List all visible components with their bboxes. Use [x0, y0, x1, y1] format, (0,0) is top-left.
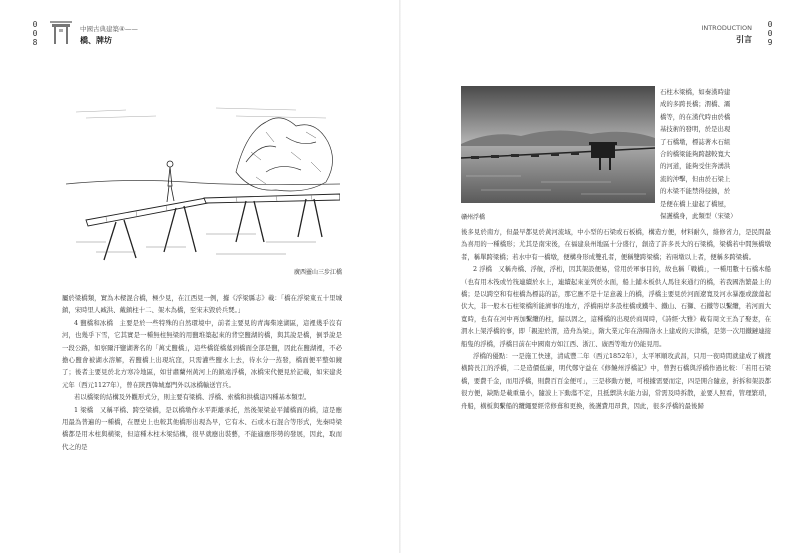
left-page-number: 0 0 8 — [32, 20, 38, 47]
right-page-number: 0 0 9 — [767, 20, 773, 47]
section-name: 引言 — [736, 35, 752, 44]
paragraph: 後多見於南方，但最早都見於黃河流域，中小型的石梁或石板橋，構造方便，材料耐久，維修省力，是民間最為喜用的一種橋形；尤其是南宋後，在福建泉州地區十分盛行，創造了許多長大的石梁橋，梁橋若中間無橋墩者，稱單跨梁橋；若水中有一橋墩，便構身形成雙孔者，便稱雙跨梁橋；若兩墩以上者，便稱多跨梁橋。 — [461, 228, 771, 261]
figure-caption: 廣西靈山三步江橋 — [294, 269, 343, 276]
text-line: 是便在橋上建起了橋屋， — [660, 199, 731, 208]
paragraph: 1 梁橋 又稱平橋、跨空梁橋，是以橋墩作水平距離承托，然後架梁並平鋪橋面的橋，這是應用最為普遍的一種橋，在歷史上也較其他橋形出現為早，它有木、石或木石混合等形式，先秦時梁橋都是用木柱與橫梁，但這種木柱木梁結構，很早就應出裝藝，不能適應形勢的發展，因此，取而代之的是 — [62, 405, 342, 451]
text-line: 橋等，的在漢代時由於橋 — [660, 112, 731, 121]
text-line: 合的橋梁能夠跨越較寬大 — [660, 150, 731, 159]
text-line: 石柱木梁橋，如秦漢時建 — [660, 88, 731, 96]
right-side-column — [660, 86, 770, 222]
bridge-sketch-illustration — [66, 102, 340, 262]
pailou-emblem-icon — [50, 18, 72, 44]
text-line: 的木梁不能禁得侵蝕，於 — [660, 187, 731, 196]
series-title: 中國古典建築④—— — [80, 25, 138, 33]
paragraph: 4 鹽橋和冰橋 主要是於一些特殊的自然環境中，前者主要見的青海柴達湖區，這裡幾乎沒有河，也幾乎下雪，它其實是一種無柱無梁的用鹽堆築起來的背空鹽湖的橋，與其說是橋，倒爭說是一段公路，如察爾汗鹽湖著名的「萬丈鹽橋」，這些橋從橋墓到橋面全部是鹽，因此在鹽湖裡，不必擔心鹽會被湖水溶解，若鹽橋上出現坑窪，只需灌些鹽水上去，待水分一蒸發，橋面便平整如鏡了；後者主要見於北方寒冷地區，如甘肅蘭州黃河上的鎮遠浮橋，冰橋宋代便見於記載，如宋建炎元年（西元1127年），曾在陝西韓城嘉門外以冰橋輸送官兵。 — [62, 318, 342, 389]
paragraph: 屬於梁橋類，實為木樑混合橋，極少見，在江西見一例，據《浮梁縣志》載：「橋在浮梁東五十里城鎮，宋時里人臧洪、戴鎮柱十二、架木為橋，至宋末毀於兵燹。」 — [62, 294, 342, 315]
book-title: 橋、牌坊 — [80, 36, 112, 45]
text-line: 保護橋身，此類型（宋梁） — [660, 212, 737, 221]
right-running-header — [701, 24, 752, 45]
paragraph: 浮橋的優點：一是施工快速，清咸豐二年（西元1852年），太平軍順攻武昌，只用一夜時間就建成了橫渡橫跨長江的浮橋，二是造價低廉，明代鄭守益在《修饒州浮橋記》中，曾對石橋與浮橋作過比較：「若用石梁橋，要費千金，而用浮橋，則費百百金便可」，三是移動方便，可根據需要而定，四是開合隨意，折拆和架設都很方便，缺點是載重量小，隨波上下動蕩不定，且抵禦洪水能力弱，常需及時拆散，並要人照看，管理繁瑣，舟船，橫板與繫船的纜繩要經常修葺和更換，後護費用昂貴，因此，很多浮橋的最後歸 — [461, 352, 771, 410]
text-line: 成的多跨長橋；渭橋、灞 — [660, 100, 731, 109]
left-running-header — [80, 24, 138, 46]
text-line: 基技術的發明，於是出現 — [660, 125, 731, 134]
paragraph: 若以橋梁的結構及外觀形式分，則主要有梁橋、浮橋、索橋和拱橋這四種基本類型。 — [74, 393, 311, 402]
text-line: 的河道，能夠受住奔湧洪 — [660, 162, 731, 171]
section-name-en: INTRODUCTION — [701, 24, 752, 32]
right-body-text — [461, 226, 771, 412]
left-body-text — [62, 292, 342, 453]
paragraph: 2 浮橋 又稱舟橋、浮航，浮桁，因其架設便易，常用於軍事目的，故也稱「戰橋」，一種用數十石橋木船（也有用木筏或竹筏連續於水上，連續起來並列於水面，船上鋪木板供人馬往來通行的橋，若我國浩繁最上的橋；是以跨空和有柱橋為標誌的話，那它應不是十足意義上的橋，浮橋主要見於河面遼寬及河水暴漲或激蕩起伏大，非一般木石柱梁橋所能濟事的地方，浮橋兩岸多設柱橋或鐵牛、鐵山、石獅、石鐵等以繫纜，若河面大寬時，也有在河中再加繫纜的柱，錨以固之，這種橋的出現於商周時，《詩經·大雅》載有周文王為了娶妻，在渭水上架浮橋的事，即「親迎於渭，造舟為梁」，隋大業元年在洛陽洛水上建成的天津橋，是第一次用鐵鏈連接船隻的浮橋，浮橋目前在中國南方如江西、浙江、廣西等地方仍能見用。 — [461, 265, 771, 348]
text-line: 流的沖擊，但由於石梁上 — [660, 174, 731, 183]
text-line: 了石橋墩，標誌著木石組 — [660, 137, 731, 146]
pontoon-bridge-photo — [461, 86, 655, 203]
photo-caption: 贛州浮橋 — [461, 214, 486, 221]
